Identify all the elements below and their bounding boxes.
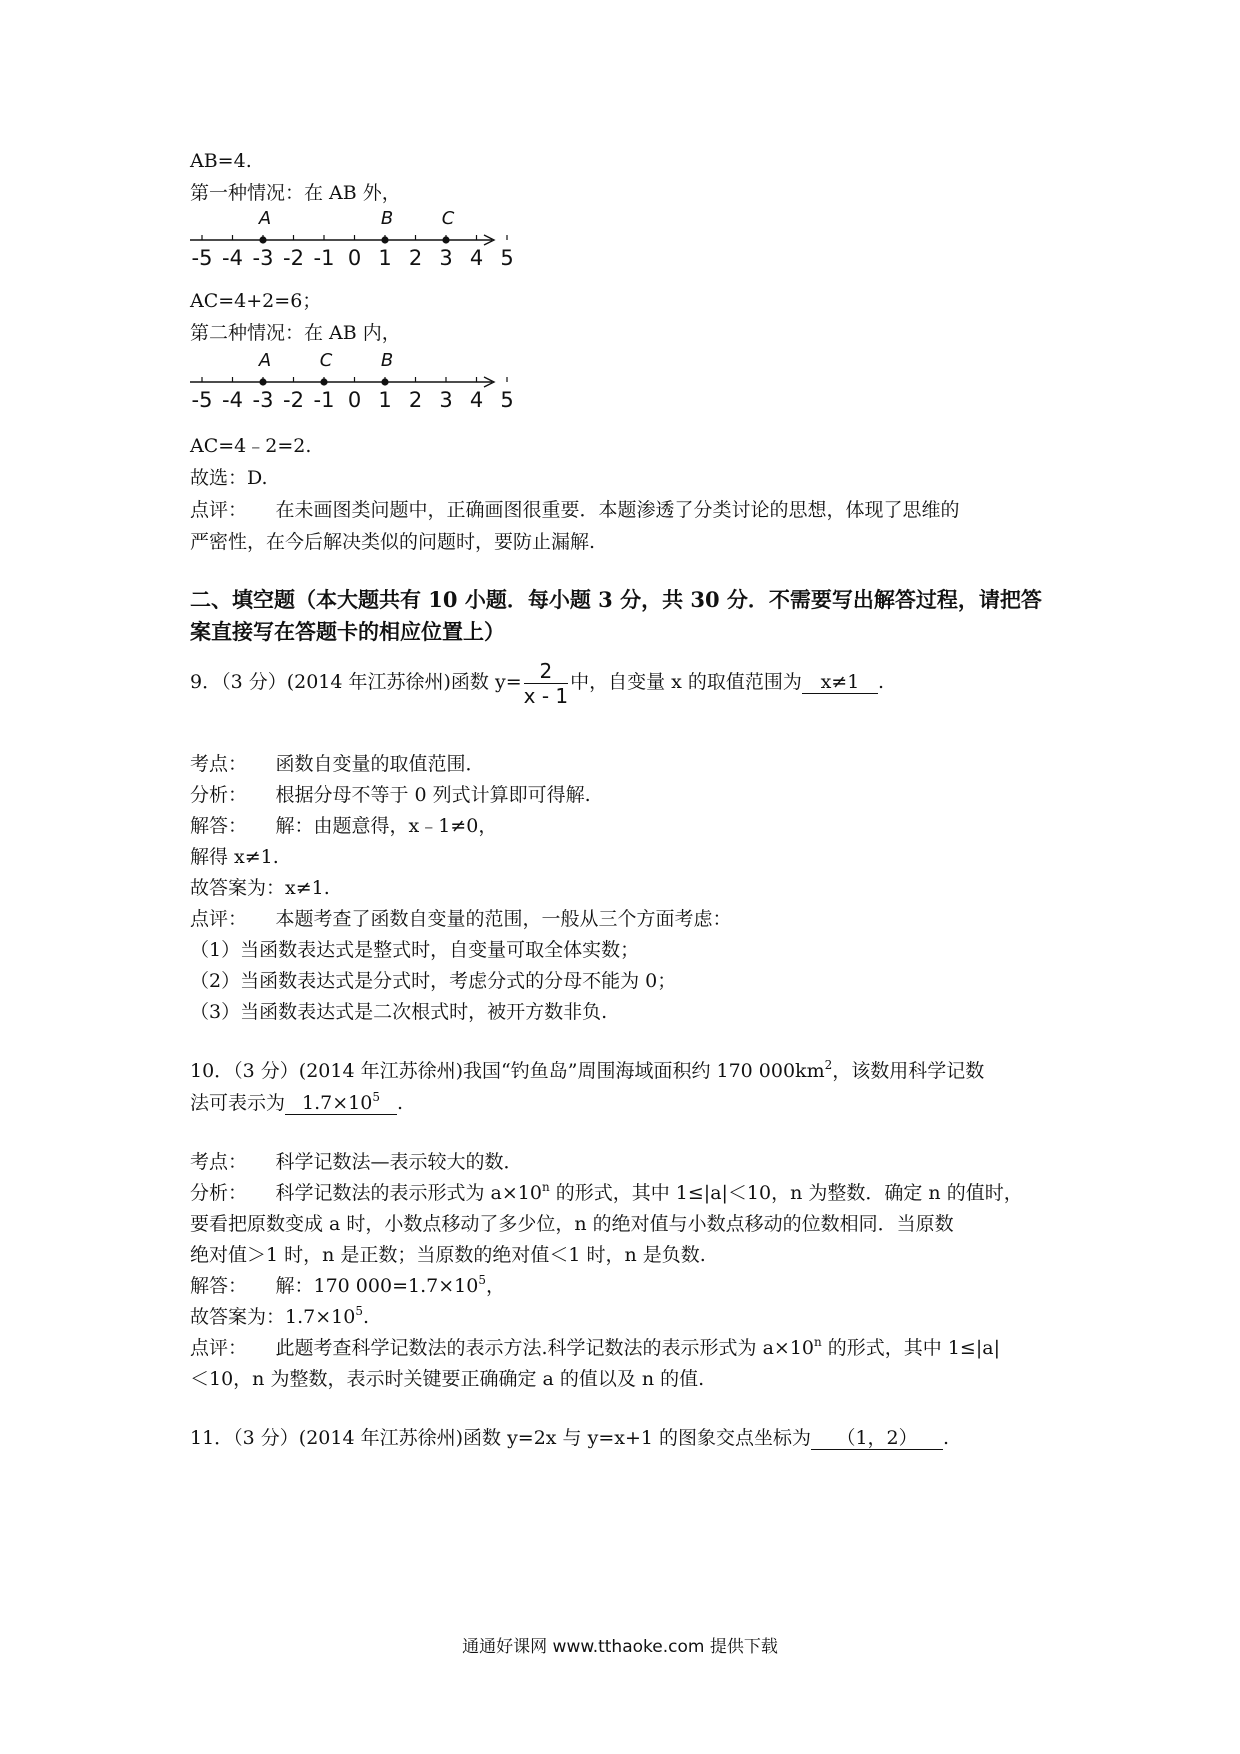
q9-numerator: 2 [524, 659, 569, 684]
q9-point2: （2）当函数表达式是分式时，考虑分式的分母不能为 0； [190, 970, 677, 992]
nl2-tick-label: -1 [313, 388, 335, 412]
ab-length: AB=4. [190, 150, 252, 172]
q10-text-end: ，该数用科学记数 [832, 1060, 985, 1082]
q10-fenxi-exponent: n [541, 1180, 550, 1194]
q10-jieda-exponent: 5 [478, 1273, 486, 1287]
section-heading-line1: 二、填空题（本大题共有 10 小题．每小题 3 分，共 30 分．不需要写出解答过程，请把答 [190, 587, 1042, 612]
q11-answer-blank: （1，2） [811, 1427, 943, 1450]
nl1-tick-label: -3 [252, 246, 274, 270]
nl2-tick-label: 5 [500, 388, 514, 412]
nl2-tick-label: -5 [191, 388, 213, 412]
q10-answer-blank [285, 1092, 397, 1115]
question-10-line2 [190, 1090, 403, 1116]
q11-end: . [943, 1427, 950, 1449]
q10-guda-b: . [362, 1306, 370, 1328]
nl2-point-c [320, 378, 327, 385]
q9-fraction [524, 659, 569, 708]
nl1-point-label-b: B [380, 208, 394, 229]
q9-guda: 故答案为：x≠1. [190, 877, 330, 899]
q9-dianping: 点评： 本题考查了函数自变量的范围，一般从三个方面考虑： [190, 908, 732, 930]
q10-fenxi-a: 分析： 科学记数法的表示形式为 a×10 [190, 1182, 542, 1204]
q10-fenxi-line3: 绝对值＞1 时，n 是正数；当原数的绝对值＜1 时，n 是负数. [190, 1244, 706, 1266]
case2-label: 第二种情况：在 AB 内， [190, 322, 401, 344]
nl2-tick-label: 2 [408, 388, 423, 412]
q10-jieda [190, 1273, 505, 1299]
nl1-tick-label: 3 [439, 246, 453, 270]
q10-jieda-b: ， [485, 1275, 505, 1297]
comment-line2: 严密性，在今后解决类似的问题时，要防止漏解. [190, 531, 596, 553]
q9-middle: 中，自变量 x 的取值范围为 [570, 671, 802, 693]
nl1-tick-label: 0 [347, 246, 362, 270]
nl2-point-label-b: B [380, 350, 394, 371]
q10-fenxi-b: 的形式，其中 1≤|a|＜10，n 为整数．确定 n 的值时， [549, 1182, 1023, 1204]
nl2-point-a [259, 378, 266, 385]
q10-fenxi-line1 [190, 1180, 1023, 1206]
nl1-tick-label: -4 [222, 246, 243, 270]
nl1-point-a [259, 236, 266, 243]
nl2-tick-label: -3 [252, 388, 274, 412]
nl1-tick-label: -1 [313, 246, 335, 270]
q10-jieda-a: 解答： 解：170 000=1.7×10 [190, 1275, 479, 1297]
q10-dianping-line2: ＜10，n 为整数，表示时关键要正确确定 a 的值以及 n 的值. [190, 1368, 705, 1390]
q10-kaodian: 考点： 科学记数法—表示较大的数． [190, 1151, 523, 1173]
nl1-tick-label: 1 [378, 246, 392, 270]
q10-dianping-b: 的形式，其中 1≤|a| [821, 1337, 1000, 1359]
nl2-tick-label: 0 [347, 388, 362, 412]
nl2-point-label-a: A [258, 350, 272, 371]
question-11 [190, 1425, 949, 1451]
nl2-point-b [381, 378, 388, 385]
q9-jiede: 解得 x≠1. [190, 846, 279, 868]
nl2-point-label-c: C [319, 350, 333, 371]
q10-dianping-line1 [190, 1335, 1000, 1361]
q10-end: . [397, 1092, 404, 1114]
nl2-tick-label: 1 [378, 388, 392, 412]
nl2-tick-label: -4 [222, 388, 243, 412]
choice-answer: 故选：D. [190, 467, 268, 489]
page-footer: 通通好课网 www.tthaoke.com 提供下载 [462, 1637, 778, 1657]
q10-guda-exponent: 5 [355, 1304, 363, 1318]
nl2-tick-label: -2 [283, 388, 304, 412]
q9-answer-blank: x≠1 [802, 671, 878, 694]
question-10-line1 [190, 1058, 984, 1084]
section-heading-line2: 案直接写在答题卡的相应位置上） [190, 619, 505, 644]
q9-prefix: 9．（3 分）(2014 年江苏徐州)函数 y= [190, 671, 522, 693]
q11-text: 11．（3 分）(2014 年江苏徐州)函数 y=2x 与 y=x+1 的图象交点坐标为 [190, 1427, 812, 1449]
comment-line1: 点评： 在未画图类问题中，正确画图很重要．本题渗透了分类讨论的思想，体现了思维的 [190, 499, 960, 521]
q9-point1: （1）当函数表达式是整式时，自变量可取全体实数； [190, 939, 640, 961]
q9-point3: （3）当函数表达式是二次根式时，被开方数非负. [190, 1001, 608, 1023]
ac-case2: AC=4﹣2=2. [190, 435, 312, 457]
nl1-tick-label: -5 [191, 246, 213, 270]
nl1-point-label-a: A [258, 208, 272, 229]
q10-guda-a: 故答案为：1.7×10 [190, 1306, 356, 1328]
q10-dianping-exponent: n [814, 1335, 822, 1349]
question-9 [190, 658, 884, 708]
q9-jieda: 解答： 解：由题意得，x﹣1≠0， [190, 815, 498, 837]
q10-guda [190, 1304, 369, 1330]
nl1-tick-label: 4 [469, 246, 484, 270]
q9-fenxi: 分析： 根据分母不等于 0 列式计算即可得解. [190, 784, 591, 806]
nl1-tick-label: -2 [283, 246, 304, 270]
q10-answer-exponent: 5 [372, 1090, 380, 1104]
ac-case1: AC=4+2=6； [190, 290, 322, 312]
nl1-point-label-c: C [441, 208, 455, 229]
q10-fenxi-line2: 要看把原数变成 a 时，小数点移动了多少位，n 的绝对值与小数点移动的位数相同．当原数 [190, 1213, 954, 1235]
q10-answer: 1.7×10 [302, 1092, 373, 1114]
q10-line2-prefix: 法可表示为 [190, 1092, 286, 1114]
q9-kaodian: 考点： 函数自变量的取值范围． [190, 753, 485, 775]
q10-text: 10．（3 分）(2014 年江苏徐州)我国“钓鱼岛”周围海域面积约 170 000km [190, 1060, 825, 1082]
q10-dianping-a: 点评： 此题考查科学记数法的表示方法.科学记数法的表示形式为 a×10 [190, 1337, 815, 1359]
nl2-tick-label: 4 [469, 388, 484, 412]
q10-area-exponent: 2 [824, 1058, 833, 1072]
nl1-point-c [442, 236, 449, 243]
number-line-case1 [190, 204, 514, 276]
number-line-case2 [190, 346, 514, 418]
nl1-point-b [381, 236, 388, 243]
nl1-tick-label: 5 [500, 246, 514, 270]
nl2-tick-label: 3 [439, 388, 453, 412]
q9-denominator: x - 1 [523, 683, 569, 708]
nl1-tick-label: 2 [408, 246, 423, 270]
q9-end: . [877, 671, 884, 693]
case1-label: 第一种情况：在 AB 外， [190, 182, 401, 204]
